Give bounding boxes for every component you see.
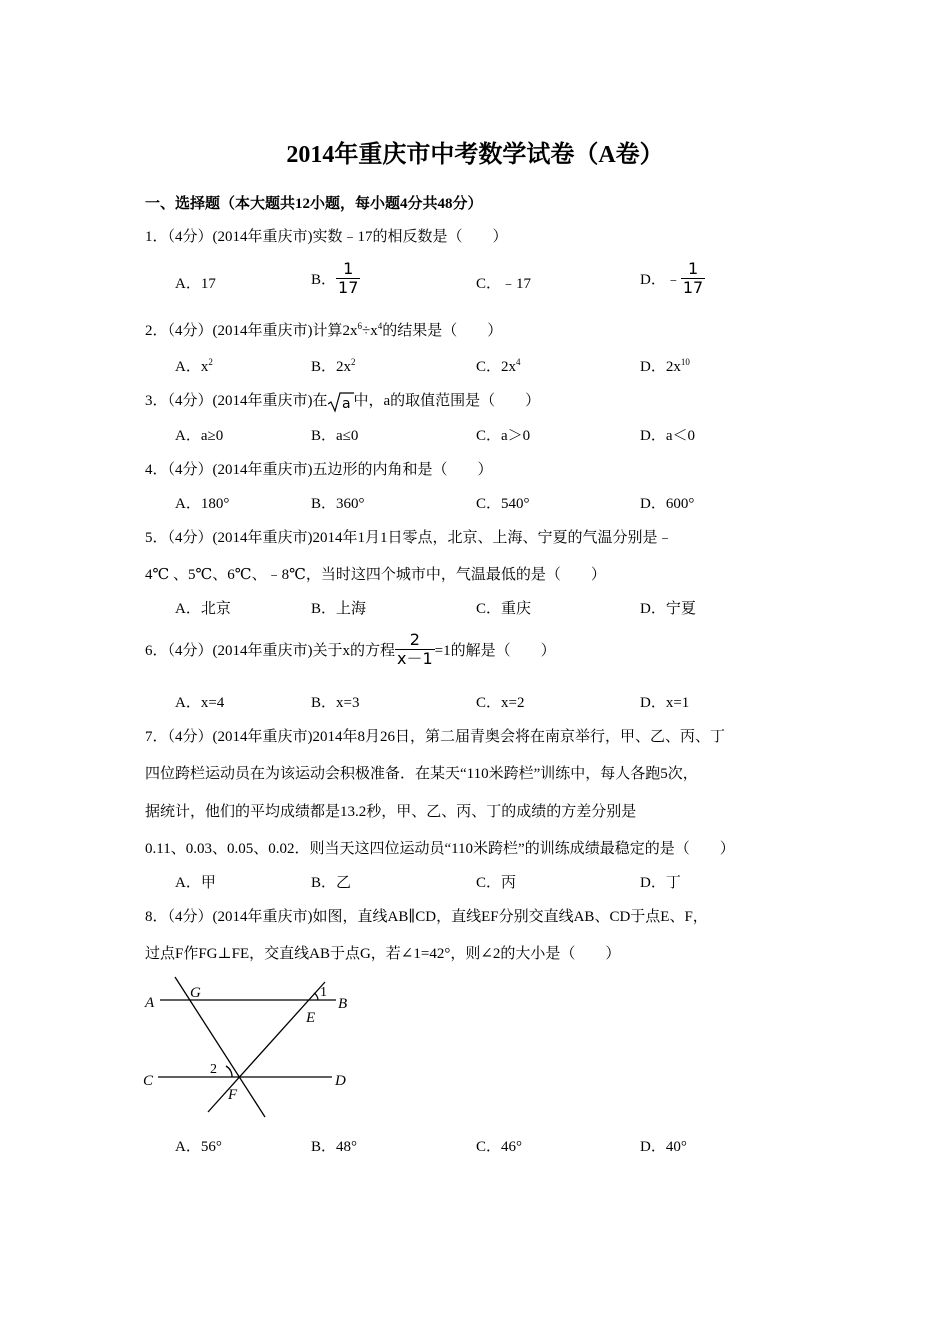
q1-option-d-sign: ﹣ (665, 272, 681, 288)
q2-option-d-exp: 10 (680, 357, 690, 367)
q8-option-a: A．56° (175, 1139, 222, 1155)
label-angle-2: 2 (210, 1062, 217, 1077)
q4-option-c: C．540° (476, 496, 530, 512)
q7-option-d: D．丁 (640, 875, 681, 891)
question-5-line-1: 5．（4分）(2014年重庆市)2014年1月1日零点，北京、上海、宁夏的气温分别是﹣ (145, 530, 673, 546)
q7-option-b: B．乙 (311, 875, 352, 891)
q2-option-a (175, 355, 213, 376)
q1-option-d-fraction (681, 260, 705, 297)
fraction-numerator: 2 (409, 630, 420, 649)
question-8-line-1: 8．（4分）(2014年重庆市)如图，直线AB∥CD，直线EF分别交直线AB、CD于点E、F， (145, 909, 708, 925)
question-7-line-3: 据统计，他们的平均成绩都是13.2秒，甲、乙、丙、丁的成绩的方差分别是 (145, 804, 637, 820)
q3-option-c: C．a＞0 (476, 428, 531, 444)
q6-option-a: A．x=4 (175, 695, 225, 711)
question-8-line-2: 过点F作FG⊥FE，交直线AB于点G，若∠1=42°，则∠2的大小是（ ） (145, 946, 621, 962)
q3-stem-a: 3．（4分）(2014年重庆市)在 (145, 393, 328, 409)
q3-option-a: A．a≥0 (175, 428, 224, 444)
square-root-sign (328, 391, 354, 413)
q4-option-a: A．180° (175, 496, 230, 512)
q5-option-b: B．上海 (311, 601, 367, 617)
q1-option-a: A．17 (175, 276, 216, 292)
q6-stem-a: 6．（4分）(2014年重庆市)关于x的方程 (145, 643, 395, 659)
q6-equation-fraction (395, 631, 435, 668)
q1-option-b (311, 260, 360, 297)
line-ef (208, 982, 325, 1112)
q8-option-b: B．48° (311, 1139, 358, 1155)
fraction-denominator: x－1 (397, 649, 433, 668)
q3-option-d: D．a＜0 (640, 428, 695, 444)
label-c: C (143, 1073, 154, 1089)
geometry-figure (140, 972, 360, 1122)
q3-stem-b: 中，a的取值范围是（ ） (353, 393, 541, 409)
q1-option-c: C．﹣17 (476, 276, 532, 292)
q7-option-c: C．丙 (476, 875, 517, 891)
q4-option-b: B．360° (311, 496, 365, 512)
label-g: G (190, 985, 201, 1001)
q6-stem-b: =1的解是（ ） (434, 643, 556, 659)
q8-option-c: C．46° (476, 1139, 523, 1155)
question-1-stem: 1．（4分）(2014年重庆市)实数﹣17的相反数是（ ） (145, 229, 508, 245)
q2-option-b-exp: 2 (351, 357, 356, 367)
q2-option-d-base: D．2x (640, 359, 681, 375)
label-f: F (228, 1087, 238, 1103)
angle-2-arc (226, 1066, 232, 1077)
question-7-line-2: 四位跨栏运动员在为该运动会积极准备．在某天“110米跨栏”训练中，每人各跑5次， (145, 766, 698, 782)
angle-1-arc (314, 993, 318, 1000)
q6-option-b: B．x=3 (311, 695, 360, 711)
q2-option-c-base: C．2x (476, 359, 517, 375)
q3-option-b: B．a≤0 (311, 428, 359, 444)
question-3-stem (145, 389, 540, 413)
q7-option-a: A．甲 (175, 875, 216, 891)
q1-option-d (640, 260, 705, 297)
q2-option-b (311, 355, 356, 376)
q6-option-d: D．x=1 (640, 695, 690, 711)
radicand: a (341, 395, 351, 412)
page-title: 2014年重庆市中考数学试卷（A卷） (286, 142, 664, 168)
q2-stem-c: 的结果是（ ） (382, 323, 503, 339)
label-b: B (338, 996, 348, 1012)
label-a: A (145, 995, 155, 1011)
q1-option-d-label: D． (640, 272, 666, 288)
section-heading: 一、选择题（本大题共12小题，每小题4分共48分） (145, 196, 483, 212)
q2-stem-a: 2．（4分）(2014年重庆市)计算2x (145, 323, 358, 339)
question-2-stem (145, 319, 502, 340)
q2-stem-b: ÷x (362, 323, 378, 339)
fraction-denominator: 17 (682, 278, 704, 297)
q5-option-c: C．重庆 (476, 601, 532, 617)
q4-option-d: D．600° (640, 496, 695, 512)
q5-option-a: A．北京 (175, 601, 231, 617)
label-d: D (335, 1073, 346, 1089)
q2-exponent-1: 6 (357, 321, 362, 331)
q8-option-d: D．40° (640, 1139, 687, 1155)
q2-option-b-base: B．2x (311, 359, 352, 375)
line-fg (175, 977, 265, 1117)
q1-option-b-label: B． (311, 272, 337, 288)
question-7-line-1: 7．（4分）(2014年重庆市)2014年8月26日，第二届青奥会将在南京举行，甲、乙、丙、丁 (145, 729, 725, 745)
question-6-stem (145, 631, 556, 668)
q2-option-d (640, 355, 690, 376)
question-5-line-2: 4℃ 、5℃、6℃、﹣8℃，当时这四个城市中，气温最低的是（ ） (145, 567, 606, 583)
q2-option-c (476, 355, 521, 376)
label-angle-1: 1 (320, 985, 327, 1000)
q6-option-c: C．x=2 (476, 695, 525, 711)
q5-option-d: D．宁夏 (640, 601, 696, 617)
q1-option-b-fraction (336, 260, 360, 297)
question-4-stem: 4．（4分）(2014年重庆市)五边形的内角和是（ ） (145, 462, 493, 478)
q2-option-a-base: A．x (175, 359, 209, 375)
fraction-denominator: 17 (338, 278, 359, 297)
q2-exponent-2: 4 (377, 321, 383, 331)
q2-option-a-exp: 2 (208, 357, 213, 367)
fraction-numerator: 1 (687, 259, 699, 278)
fraction-numerator: 1 (343, 259, 354, 278)
label-e: E (306, 1010, 316, 1026)
q2-option-c-exp: 4 (516, 357, 521, 367)
question-7-line-4: 0.11、0.03、0.05、0.02．则当天这四位运动员“110米跨栏”的训练成绩最稳定的是（ ） (145, 841, 735, 857)
